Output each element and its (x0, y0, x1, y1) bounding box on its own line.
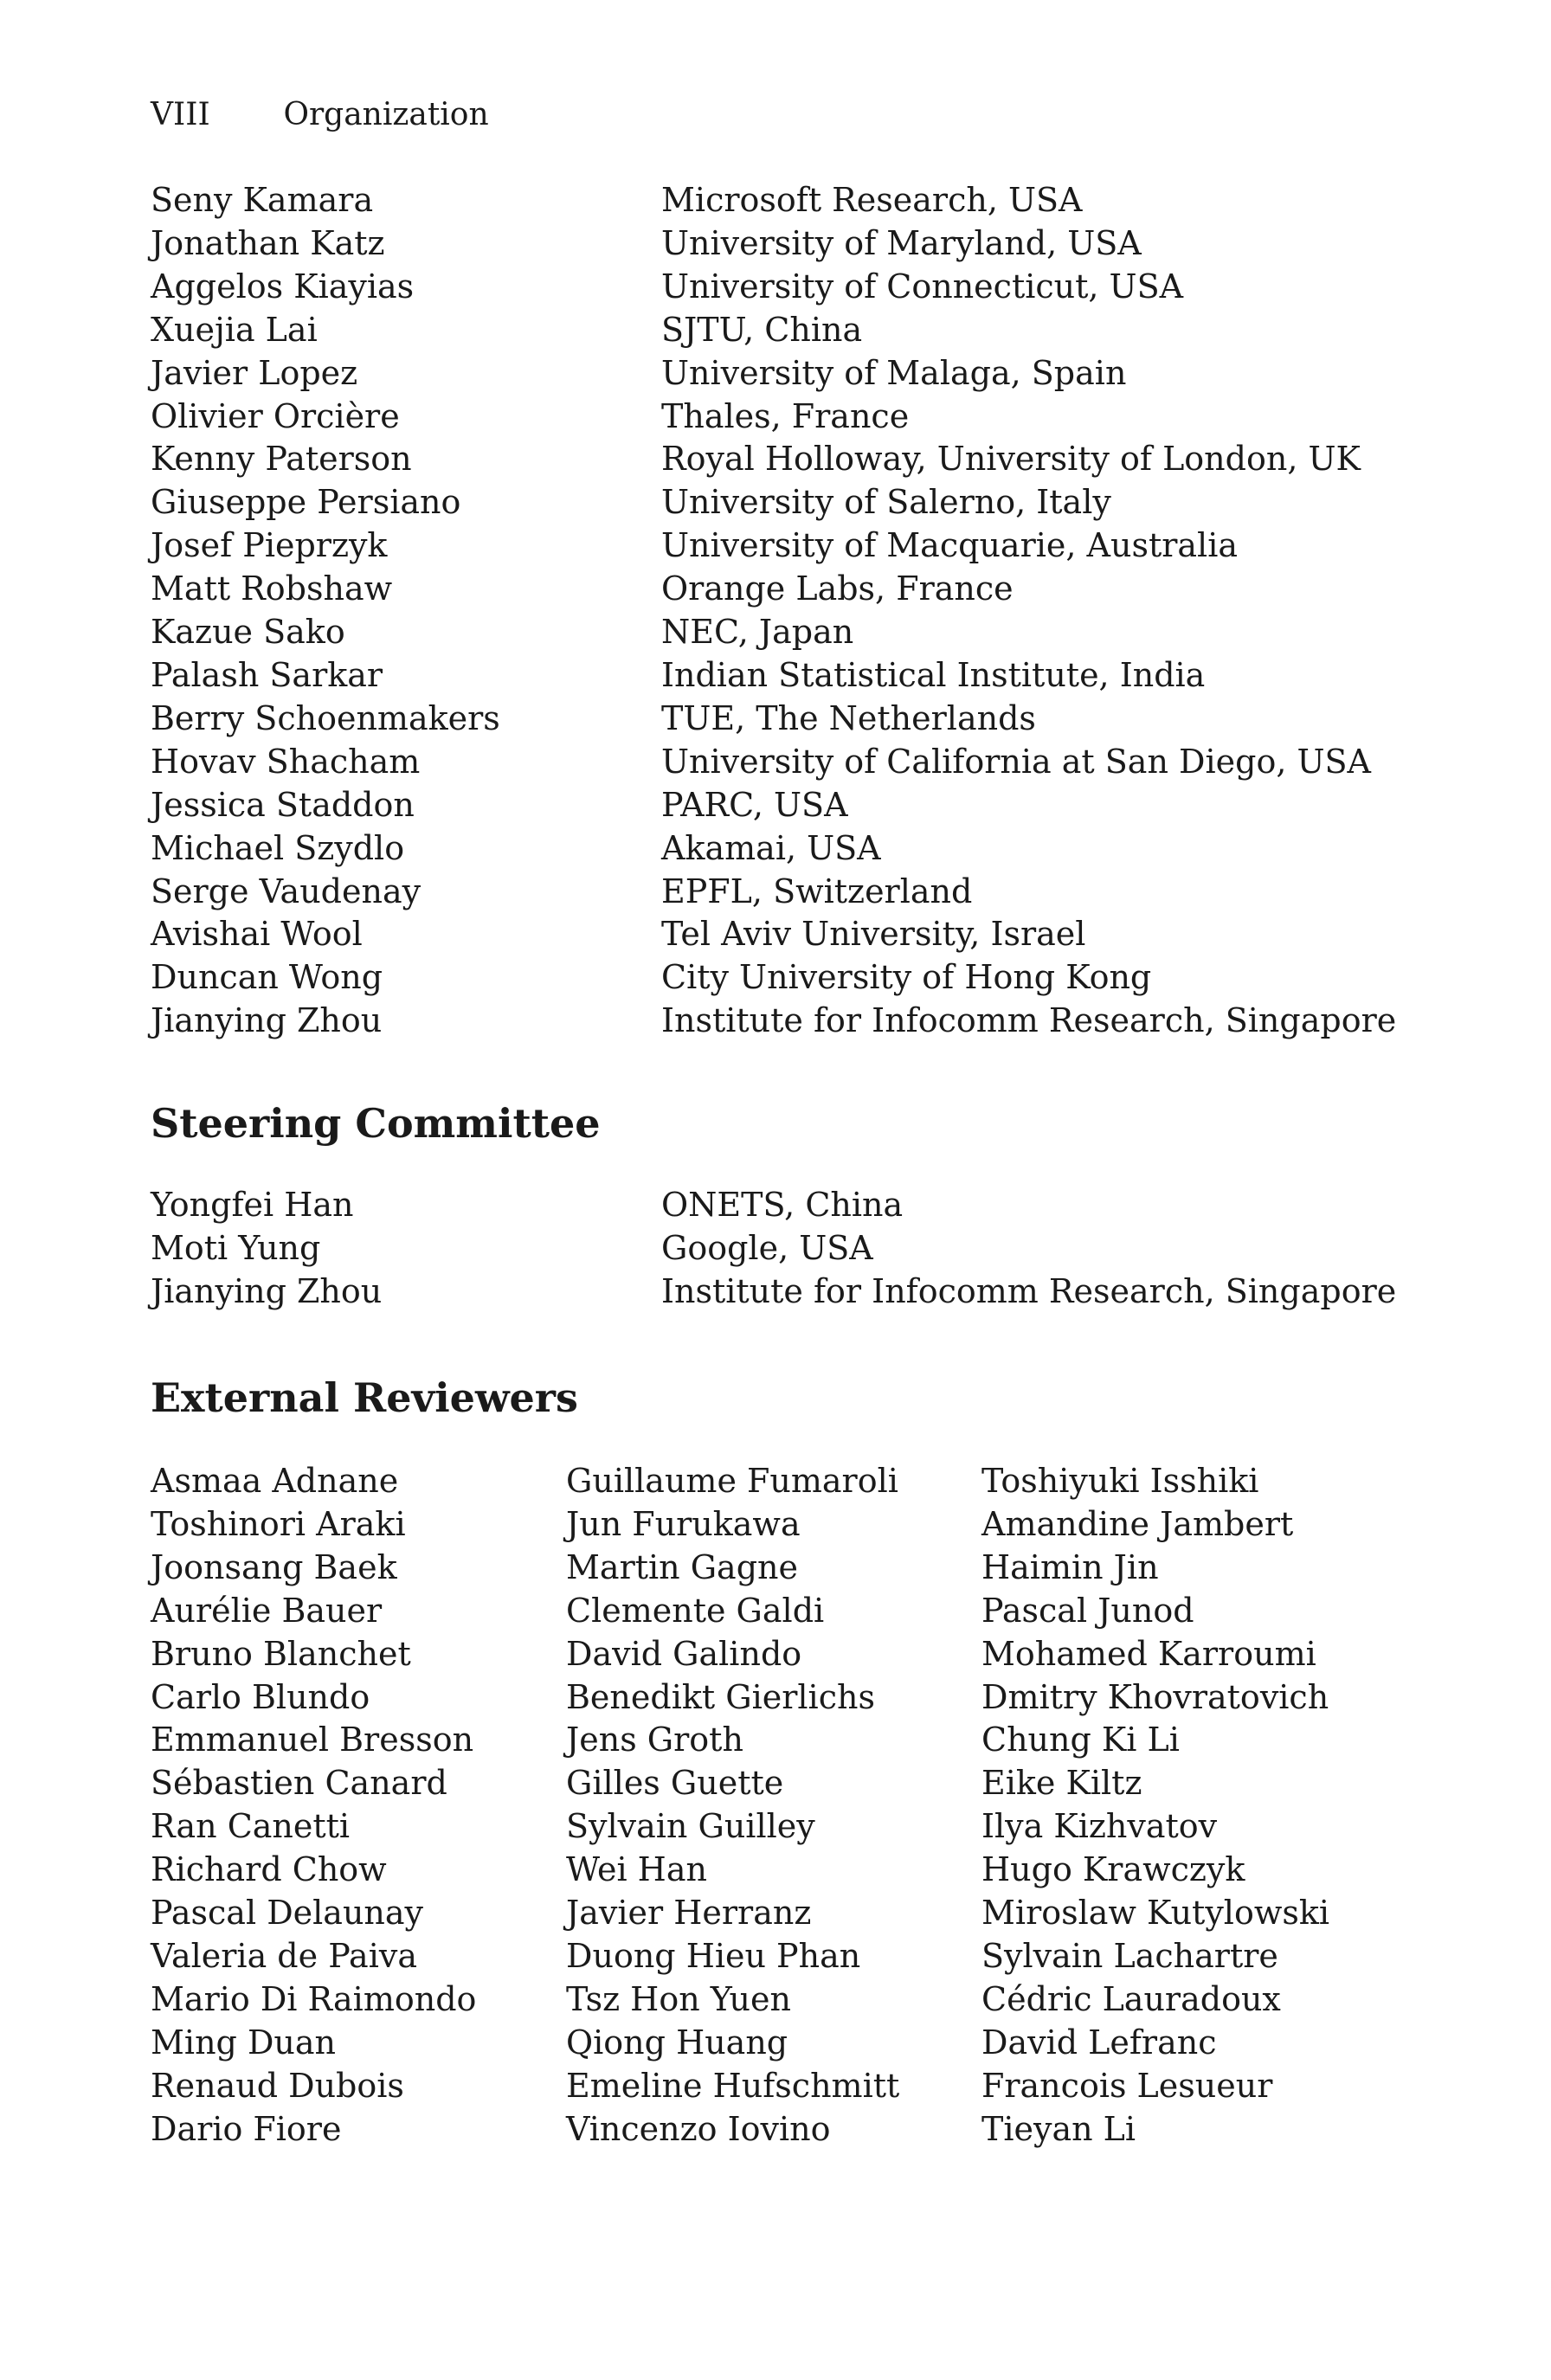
member-affiliation: SJTU, China (661, 310, 863, 349)
reviewer-name: Asmaa Adnane (151, 1462, 399, 1500)
member-row (151, 1184, 1396, 1227)
reviewer-name: Bruno Blanchet (151, 1634, 411, 1673)
member-row (151, 1270, 1396, 1314)
member-row (151, 784, 1396, 827)
reviewer-name: Emmanuel Bresson (151, 1721, 474, 1759)
member-affiliation: Tel Aviv University, Israel (661, 915, 1086, 954)
member-affiliation: University of Macquarie, Australia (661, 526, 1239, 565)
reviewer-name: Vincenzo Iovino (566, 2109, 831, 2148)
member-row (151, 654, 1396, 698)
reviewer-name: Miroslaw Kutylowski (981, 1894, 1330, 1933)
reviewer-name: Emeline Hufschmitt (566, 2066, 900, 2105)
member-row (151, 568, 1396, 611)
reviewer-name: Pascal Delaunay (151, 1894, 424, 1933)
reviewer-name: Wei Han (566, 1850, 707, 1889)
member-row (151, 611, 1396, 654)
reviewer-name: Chung Ki Li (981, 1721, 1180, 1759)
member-affiliation: University of California at San Diego, USA (661, 742, 1371, 781)
member-row (151, 396, 1396, 439)
member-affiliation: City University of Hong Kong (661, 958, 1152, 997)
reviewer-name: Guillaume Fumaroli (566, 1462, 898, 1500)
reviewer-name: Joonsang Baek (151, 1547, 397, 1586)
reviewer-name: Toshiyuki Isshiki (981, 1462, 1259, 1500)
member-name: Duncan Wong (151, 958, 383, 997)
member-row (151, 309, 1396, 352)
member-name: Matt Robshaw (151, 569, 393, 608)
running-title: Organization (283, 97, 489, 132)
member-affiliation: TUE, The Netherlands (661, 698, 1036, 737)
member-name: Hovav Shacham (151, 742, 421, 781)
member-name: Michael Szydlo (151, 828, 405, 867)
external-reviewers-heading: External Reviewers (151, 1374, 578, 1421)
member-affiliation: EPFL, Switzerland (661, 872, 973, 910)
member-name: Berry Schoenmakers (151, 698, 500, 737)
page-number: VIII (151, 97, 210, 132)
reviewer-name: Toshinori Araki (151, 1504, 406, 1543)
member-name: Giuseppe Persiano (151, 483, 461, 522)
member-affiliation: Thales, France (661, 396, 910, 435)
reviewer-name: Javier Herranz (566, 1894, 812, 1933)
member-row (151, 481, 1396, 524)
reviewer-name: Valeria de Paiva (151, 1936, 417, 1975)
reviewer-name: Benedikt Gierlichs (566, 1677, 875, 1716)
member-row (151, 222, 1396, 266)
reviewer-name: Martin Gagne (566, 1547, 799, 1586)
member-name: Xuejia Lai (151, 310, 318, 349)
member-name: Jessica Staddon (151, 785, 415, 824)
member-row (151, 956, 1396, 1000)
reviewer-name: Dmitry Khovratovich (981, 1677, 1329, 1716)
member-row (151, 266, 1396, 309)
member-row (151, 741, 1396, 784)
reviewer-name: Francois Lesueur (981, 2066, 1273, 2105)
reviewer-name: Ilya Kizhvatov (981, 1807, 1218, 1846)
member-affiliation: Google, USA (661, 1228, 873, 1267)
member-name: Jianying Zhou (151, 1271, 383, 1310)
steering-committee-heading: Steering Committee (151, 1100, 601, 1147)
member-affiliation: Akamai, USA (661, 828, 881, 867)
reviewer-name: Amandine Jambert (981, 1504, 1294, 1543)
reviewer-name: Qiong Huang (566, 2023, 788, 2062)
member-affiliation: Institute for Infocomm Research, Singapore (661, 1001, 1397, 1040)
member-name: Josef Pieprzyk (151, 526, 388, 565)
member-name: Palash Sarkar (151, 655, 383, 694)
steering-committee-list (151, 1184, 1396, 1314)
reviewer-column (981, 1460, 1397, 2152)
reviewer-name: Mohamed Karroumi (981, 1634, 1316, 1673)
member-name: Javier Lopez (151, 353, 358, 392)
member-name: Jianying Zhou (151, 1001, 383, 1040)
member-name: Jonathan Katz (151, 223, 385, 262)
reviewer-name: Hugo Krawczyk (981, 1850, 1245, 1889)
reviewer-name: Duong Hieu Phan (566, 1936, 861, 1975)
member-affiliation: Royal Holloway, University of London, UK (661, 440, 1361, 479)
reviewer-name: David Galindo (566, 1634, 802, 1673)
member-affiliation: University of Malaga, Spain (661, 353, 1127, 392)
member-affiliation: Orange Labs, France (661, 569, 1014, 608)
reviewer-name: Sylvain Lachartre (981, 1936, 1278, 1975)
reviewer-name: Eike Kiltz (981, 1764, 1142, 1803)
reviewer-name: Sylvain Guilley (566, 1807, 815, 1846)
reviewer-column (566, 1460, 981, 2152)
reviewer-name: Carlo Blundo (151, 1677, 370, 1716)
reviewer-name: Dario Fiore (151, 2109, 342, 2148)
member-row (151, 913, 1396, 956)
reviewer-name: Richard Chow (151, 1850, 387, 1889)
member-row (151, 698, 1396, 741)
member-affiliation: University of Maryland, USA (661, 223, 1142, 262)
reviewer-name: Gilles Guette (566, 1764, 784, 1803)
member-affiliation: Indian Statistical Institute, India (661, 655, 1206, 694)
member-row (151, 1000, 1396, 1043)
reviewer-name: Ran Canetti (151, 1807, 351, 1846)
reviewer-name: David Lefranc (981, 2023, 1217, 2062)
member-row (151, 352, 1396, 396)
member-row (151, 1227, 1396, 1270)
reviewer-name: Jens Groth (566, 1721, 743, 1759)
reviewer-name: Jun Furukawa (566, 1504, 801, 1543)
member-affiliation: NEC, Japan (661, 613, 854, 652)
member-name: Aggelos Kiayias (151, 267, 415, 306)
member-affiliation: University of Salerno, Italy (661, 483, 1111, 522)
reviewer-name: Ming Duan (151, 2023, 337, 2062)
member-name: Kazue Sako (151, 613, 345, 652)
reviewer-name: Pascal Junod (981, 1591, 1194, 1630)
reviewer-name: Haimin Jin (981, 1547, 1159, 1586)
reviewer-name: Tieyan Li (981, 2109, 1136, 2148)
member-name: Serge Vaudenay (151, 872, 422, 910)
member-name: Moti Yung (151, 1228, 321, 1267)
member-affiliation: ONETS, China (661, 1186, 904, 1224)
reviewer-name: Sébastien Canard (151, 1764, 447, 1803)
member-affiliation: University of Connecticut, USA (661, 267, 1184, 306)
reviewer-name: Aurélie Bauer (151, 1591, 383, 1630)
member-name: Kenny Paterson (151, 440, 412, 479)
member-name: Yongfei Han (151, 1186, 354, 1224)
member-affiliation: Microsoft Research, USA (661, 181, 1083, 219)
member-row (151, 524, 1396, 568)
member-row (151, 871, 1396, 914)
member-affiliation: Institute for Infocomm Research, Singapore (661, 1271, 1397, 1310)
reviewer-name: Cédric Lauradoux (981, 1979, 1281, 2018)
reviewer-name: Mario Di Raimondo (151, 1979, 477, 2018)
external-reviewers-list (151, 1460, 1397, 2152)
reviewer-name: Clemente Galdi (566, 1591, 825, 1630)
reviewer-name: Tsz Hon Yuen (566, 1979, 791, 2018)
member-affiliation: PARC, USA (661, 785, 848, 824)
member-name: Olivier Orcière (151, 396, 400, 435)
member-row (151, 438, 1396, 481)
member-row (151, 179, 1396, 222)
member-name: Seny Kamara (151, 181, 374, 219)
member-row (151, 827, 1396, 871)
program-committee-list (151, 179, 1396, 1043)
running-head (151, 93, 489, 137)
reviewer-column (151, 1460, 566, 2152)
member-name: Avishai Wool (151, 915, 363, 954)
reviewer-name: Renaud Dubois (151, 2066, 404, 2105)
